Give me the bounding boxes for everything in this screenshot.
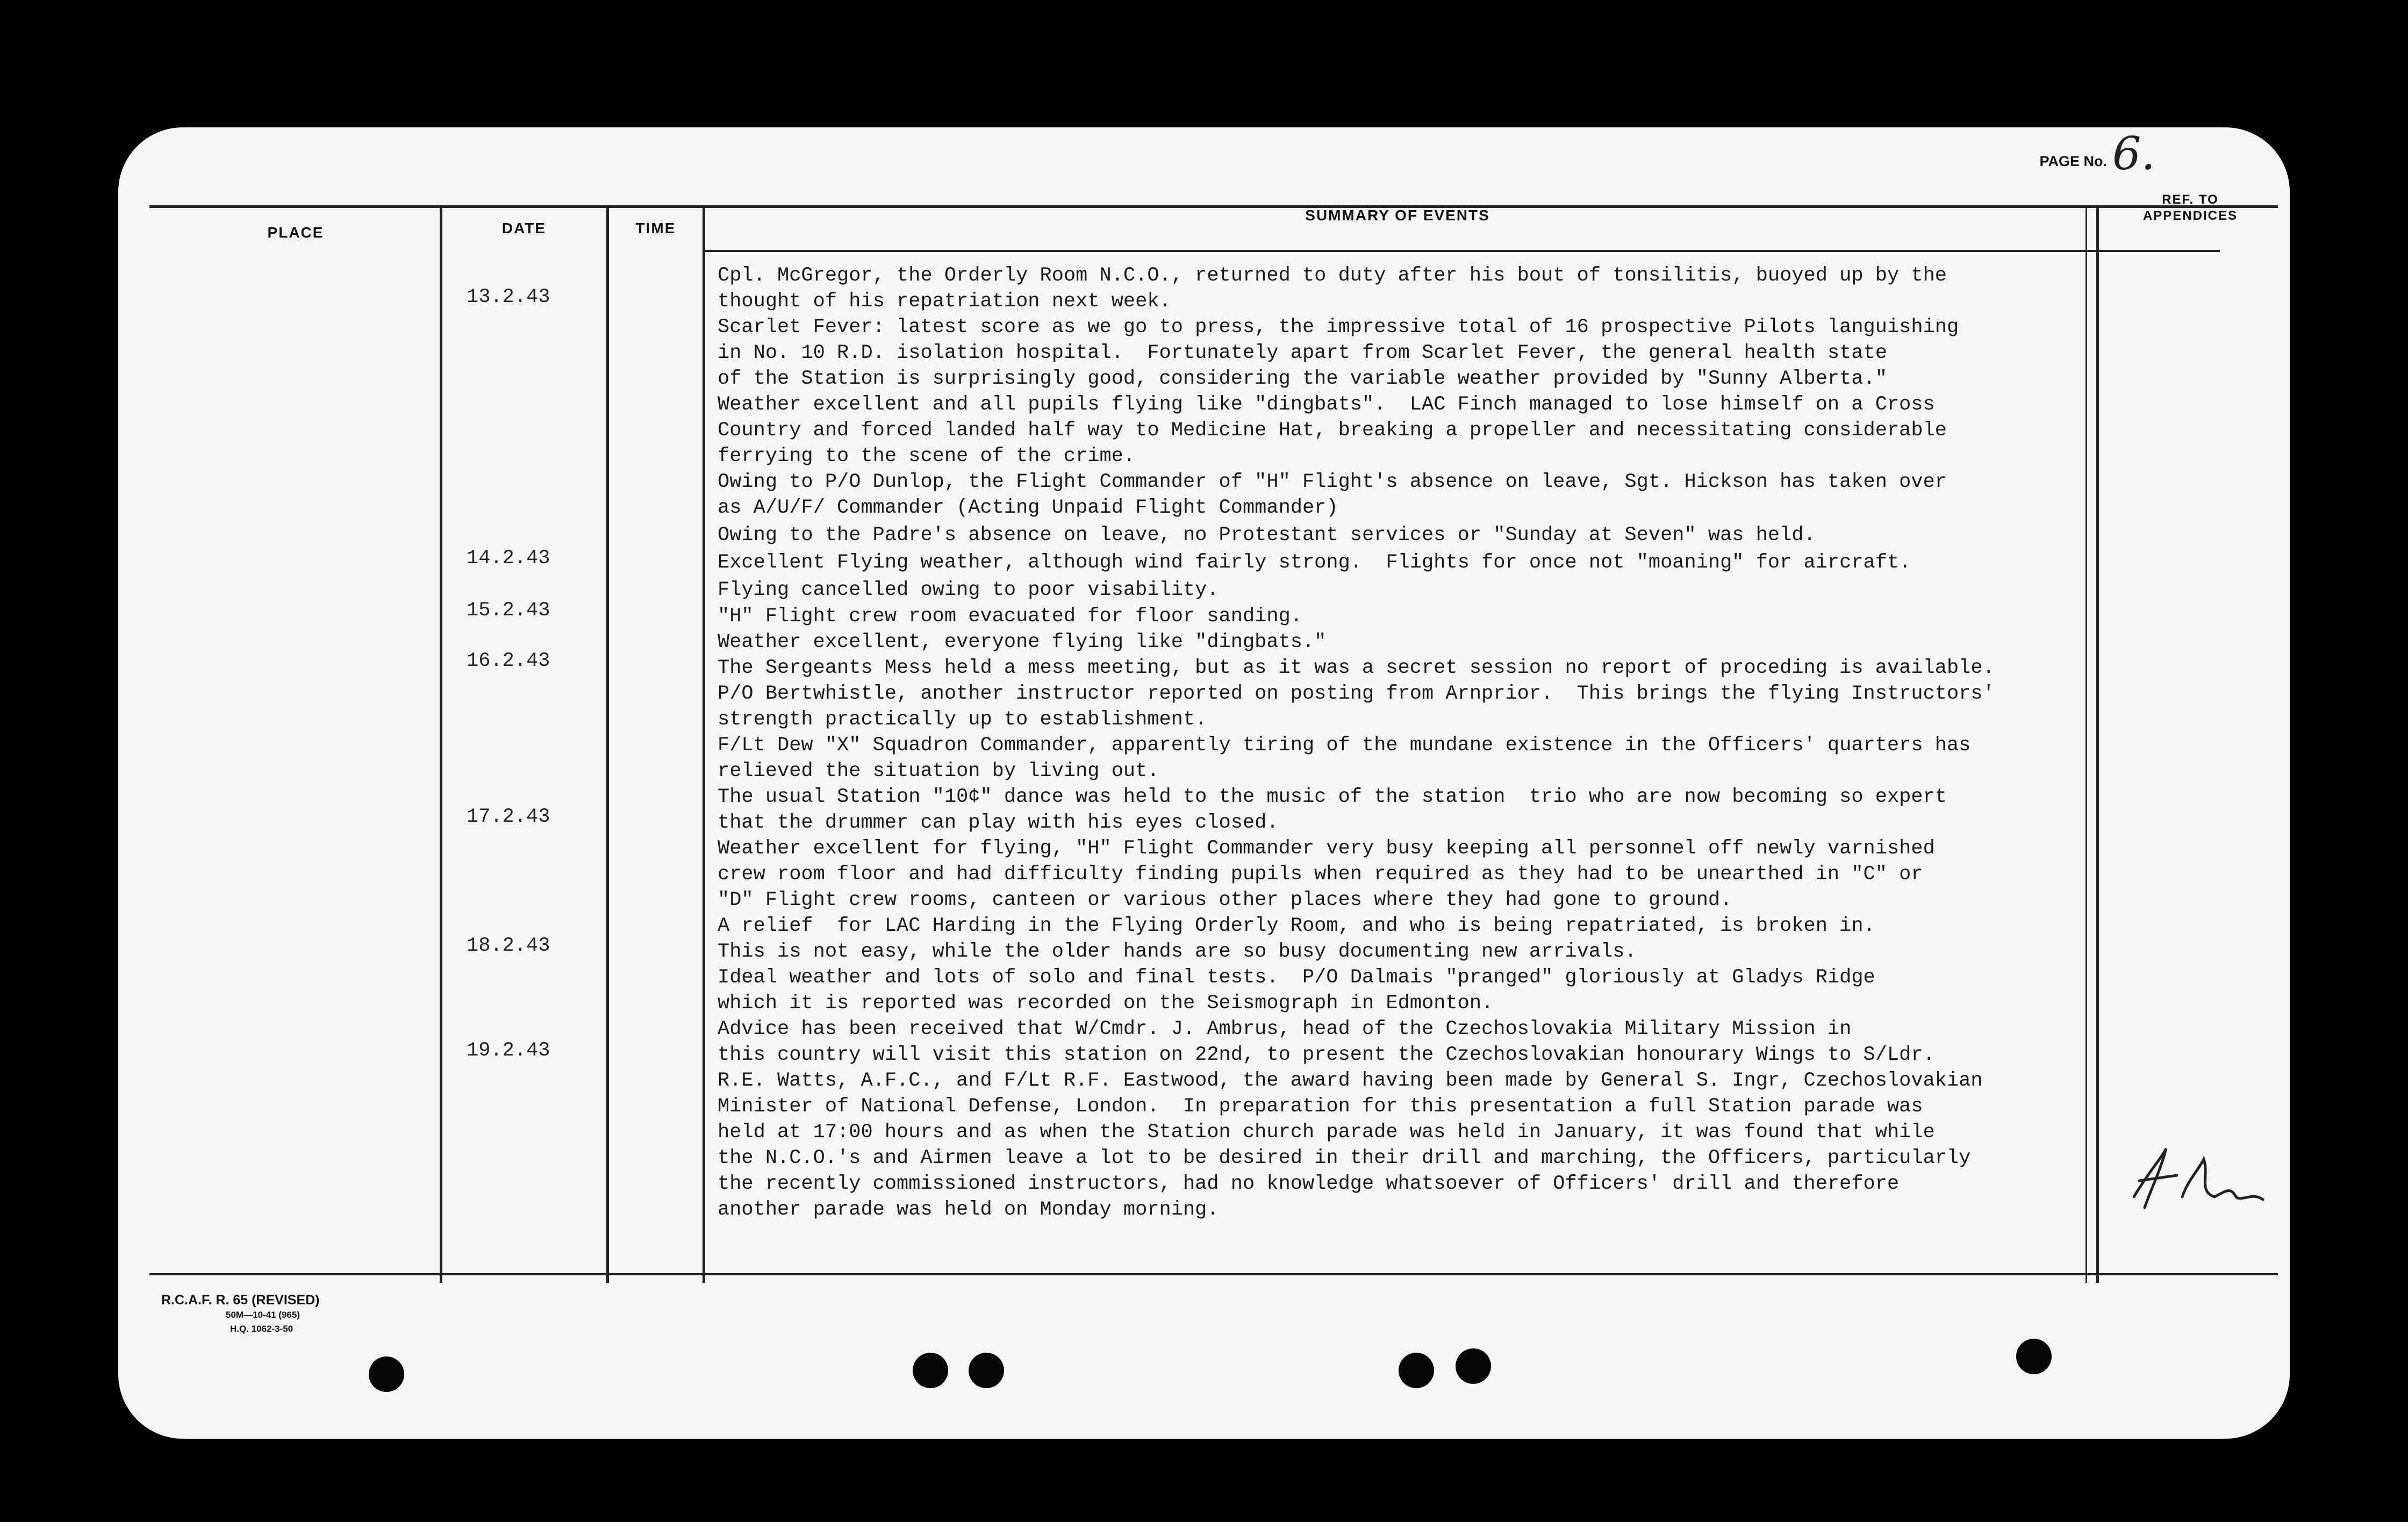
print-code-line-1: 50M—10-41 (965): [226, 1310, 300, 1320]
page-number-value: 6.: [2112, 127, 2155, 180]
print-code-line-2: H.Q. 1062-3-50: [230, 1324, 293, 1334]
form-number: R.C.A.F. R. 65 (REVISED): [161, 1293, 320, 1308]
summary-line: of the Station is surprisingly good, considering the variable weather provided by "Sunny Alberta.": [718, 368, 1887, 390]
summary-line: Weather excellent, everyone flying like "dingbats.": [718, 631, 1327, 654]
summary-line: Flying cancelled owing to poor visability.: [718, 579, 1219, 601]
place-column-header: PLACE: [267, 224, 324, 241]
summary-line: relieved the situation by living out.: [718, 760, 1159, 782]
punch-hole: [969, 1353, 1004, 1388]
summary-line: strength practically up to establishment.: [718, 708, 1207, 731]
summary-line: This is not easy, while the older hands are so busy documenting new arrivals.: [718, 941, 1637, 963]
summary-line: Weather excellent for flying, "H" Flight Commander very busy keeping all personnel off newly varnished: [718, 837, 1935, 860]
page-number-label: PAGE No.: [2039, 153, 2107, 169]
summary-line: The usual Station "10¢" dance was held to the music of the station trio who are now becoming so expert: [718, 786, 1947, 808]
punch-hole: [2016, 1339, 2052, 1374]
summary-line: Minister of National Defense, London. In preparation for this presentation a full Station parade was: [718, 1095, 1923, 1118]
summary-line: that the drummer can play with his eyes closed.: [718, 812, 1279, 834]
entry-date: 17.2.43: [467, 806, 550, 828]
entry-date: 19.2.43: [467, 1039, 550, 1062]
summary-line: another parade was held on Monday morning.: [718, 1198, 1219, 1221]
summary-line: P/O Bertwhistle, another instructor reported on posting from Arnprior. This brings the flying Instructors': [718, 683, 1995, 705]
date-time-divider: [606, 208, 609, 1283]
diary-form-card: [118, 127, 2290, 1439]
summary-line: held at 17:00 hours and as when the Station church parade was held in January, it was found that while: [718, 1121, 1935, 1144]
summary-line: crew room floor and had difficulty finding pupils when required as they had to be unearthed in "C" or: [718, 863, 1923, 886]
summary-line: Owing to P/O Dunlop, the Flight Commander of "H" Flight's absence on leave, Sgt. Hickson has taken over: [718, 471, 1947, 493]
summary-line: Excellent Flying weather, although wind fairly strong. Flights for once not "moaning" for aircraft.: [718, 551, 1911, 574]
summary-line: in No. 10 R.D. isolation hospital. Fortunately apart from Scarlet Fever, the general health state: [718, 342, 1887, 364]
header-bottom-rule: [704, 250, 2220, 252]
summary-line: R.E. Watts, A.F.C., and F/Lt R.F. Eastwood, the award having been made by General S. Ingr, Czechoslovakian: [718, 1069, 1983, 1092]
summary-line: ferrying to the scene of the crime.: [718, 445, 1136, 468]
punch-hole: [369, 1356, 404, 1392]
summary-line: A relief for LAC Harding in the Flying Orderly Room, and who is being repatriated, is broken in.: [718, 915, 1875, 937]
summary-line: Scarlet Fever: latest score as we go to press, the impressive total of 16 prospective Pilots languishing: [718, 316, 1959, 339]
entry-date: 13.2.43: [467, 286, 550, 308]
entry-date: 16.2.43: [467, 650, 550, 672]
summary-line: this country will visit this station on 22nd, to present the Czechoslovakian honourary Wings to S/Ldr.: [718, 1044, 1935, 1066]
summary-line: the recently commissioned instructors, had no knowledge whatsoever of Officers' drill and therefore: [718, 1173, 1900, 1195]
summary-line: which it is reported was recorded on the Seismograph in Edmonton.: [718, 992, 1494, 1015]
summary-line: "D" Flight crew rooms, canteen or various other places where they had gone to ground.: [718, 889, 1732, 911]
summary-line: The Sergeants Mess held a mess meeting, but as it was a secret session no report of proceding is available.: [718, 657, 1995, 679]
summary-line: thought of his repatriation next week.: [718, 290, 1171, 313]
summary-line: as A/U/F/ Commander (Acting Unpaid Flight Commander): [718, 497, 1338, 519]
summary-column-header: SUMMARY OF EVENTS: [1305, 207, 1490, 224]
ref-appendices-header: REF. TO APPENDICES: [2142, 192, 2238, 223]
summary-line: Owing to the Padre's absence on leave, no Protestant services or "Sunday at Seven" was held.: [718, 524, 1816, 547]
time-column-header: TIME: [635, 220, 676, 236]
summary-ref-divider: [2096, 208, 2099, 1283]
summary-line: F/Lt Dew "X" Squadron Commander, apparently tiring of the mundane existence in the Officers' quarters has: [718, 734, 1971, 757]
entry-date: 18.2.43: [467, 935, 550, 957]
punch-hole: [1456, 1348, 1491, 1384]
summary-line: Advice has been received that W/Cmdr. J. Ambrus, head of the Czechoslovakia Military Mission in: [718, 1018, 1852, 1040]
summary-line: the N.C.O.'s and Airmen leave a lot to be desired in their drill and marching, the Officers, particularly: [718, 1147, 1971, 1169]
date-column-header: DATE: [501, 220, 547, 236]
time-summary-divider: [703, 208, 705, 1283]
summary-line: "H" Flight crew room evacuated for floor sanding.: [718, 605, 1302, 628]
summary-line: Cpl. McGregor, the Orderly Room N.C.O., returned to duty after his bout of tonsilitis, buoyed up by the: [718, 264, 1947, 287]
punch-hole: [913, 1353, 948, 1388]
handwritten-initials-signature: [2128, 1138, 2268, 1213]
table-bottom-rule: [149, 1273, 2278, 1275]
entry-date: 14.2.43: [467, 547, 550, 570]
punch-hole: [1399, 1353, 1434, 1388]
summary-line: Weather excellent and all pupils flying like "dingbats". LAC Finch managed to lose himself on a Cross: [718, 393, 1935, 416]
summary-line: Country and forced landed half way to Medicine Hat, breaking a propeller and necessitating considerable: [718, 419, 1947, 442]
entry-date: 15.2.43: [467, 599, 550, 622]
summary-ref-divider-inner: [2086, 208, 2087, 1283]
place-date-divider: [440, 208, 442, 1283]
summary-line: Ideal weather and lots of solo and final tests. P/O Dalmais "pranged" gloriously at Gladys Ridge: [718, 966, 1875, 989]
